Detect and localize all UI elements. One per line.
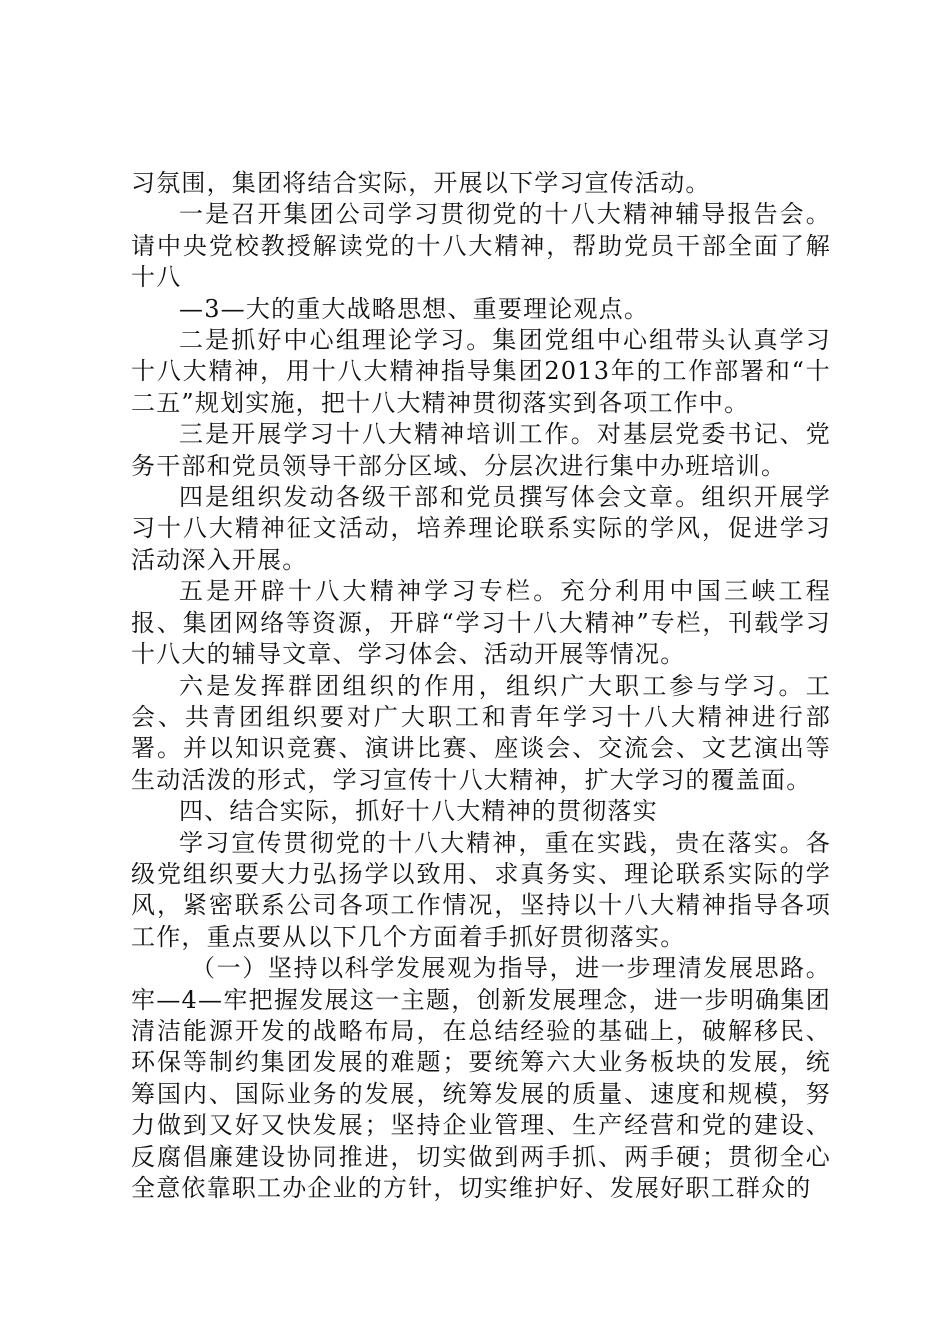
paragraph-intro-continuation: 习氛围，集团将结合实际，开展以下学习宣传活动。 bbox=[131, 169, 711, 197]
paragraph-item-five: 五是开辟十八大精神学习专栏。充分利用中国三峡工程报、集团网络等资源，开辟“学习十八大精神”专栏，刊载学习十八大的辅导文章、学习体会、活动开展等情况。 bbox=[131, 577, 831, 669]
section-heading-four: 四、结合实际，抓好十八大精神的贯彻落实 bbox=[179, 797, 658, 826]
paragraph-item-six: 六是发挥群团组织的作用，组织广大职工参与学习。工会、共青团组织要对广大职工和青年学习十八大精神进行部署。并以知识竞赛、演讲比赛、座谈会、交流会、文艺演出等生动活泼的形式，学习宣传十八大精神，扩大学习的覆盖面。 bbox=[131, 671, 831, 794]
paragraph-item-two: 二是抓好中心组理论学习。集团党组中心组带头认真学习十八大精神，用十八大精神指导集团2013年的工作部署和“十二五”规划实施，把十八大精神贯彻落实到各项工作中。 bbox=[131, 326, 831, 417]
document-body bbox=[131, 168, 831, 1204]
paragraph-item-three: 三是开展学习十八大精神培训工作。对基层党委书记、党务干部和党员领导干部分区域、分层次进行集中办班培训。 bbox=[131, 420, 831, 480]
paragraph-section-four-intro: 学习宣传贯彻党的十八大精神，重在实践，贵在落实。各级党组织要大力弘扬学以致用、求真务实、理论联系实际的学风，紧密联系公司各项工作情况，坚持以十八大精神指导各项工作，重点要从以下几个方面着手抓好贯彻落实。 bbox=[131, 828, 831, 951]
paragraph-subsection-one: （一）坚持以科学发展观为指导，进一步理清发展思路。牢—4—牢把握发展这一主题，创新发展理念，进一步明确集团清洁能源开发的战略布局，在总结经验的基础上，破解移民、环保等制约集团发展的难题；要统筹六大业务板块的发展，统筹国内、国际业务的发展，统筹发展的质量、速度和规模，努力做到又好又快发展；坚持企业管理、生产经营和党的建设、反腐倡廉建设协同推进，切实做到两手抓、两手硬；贯彻全心全意依靠职工办企业的方针，切实维护好、发展好职工群众的 bbox=[131, 954, 831, 1202]
paragraph-page-break-3: —3—大的重大战略思想、重要理论观点。 bbox=[179, 294, 650, 323]
paragraph-item-one: 一是召开集团公司学习贯彻党的十八大精神辅导报告会。请中央党校教授解读党的十八大精神，帮助党员干部全面了解十八 bbox=[131, 200, 831, 292]
paragraph-item-four: 四是组织发动各级干部和党员撰写体会文章。组织开展学习十八大精神征文活动，培养理论联系实际的学风，促进学习活动深入开展。 bbox=[131, 483, 831, 574]
